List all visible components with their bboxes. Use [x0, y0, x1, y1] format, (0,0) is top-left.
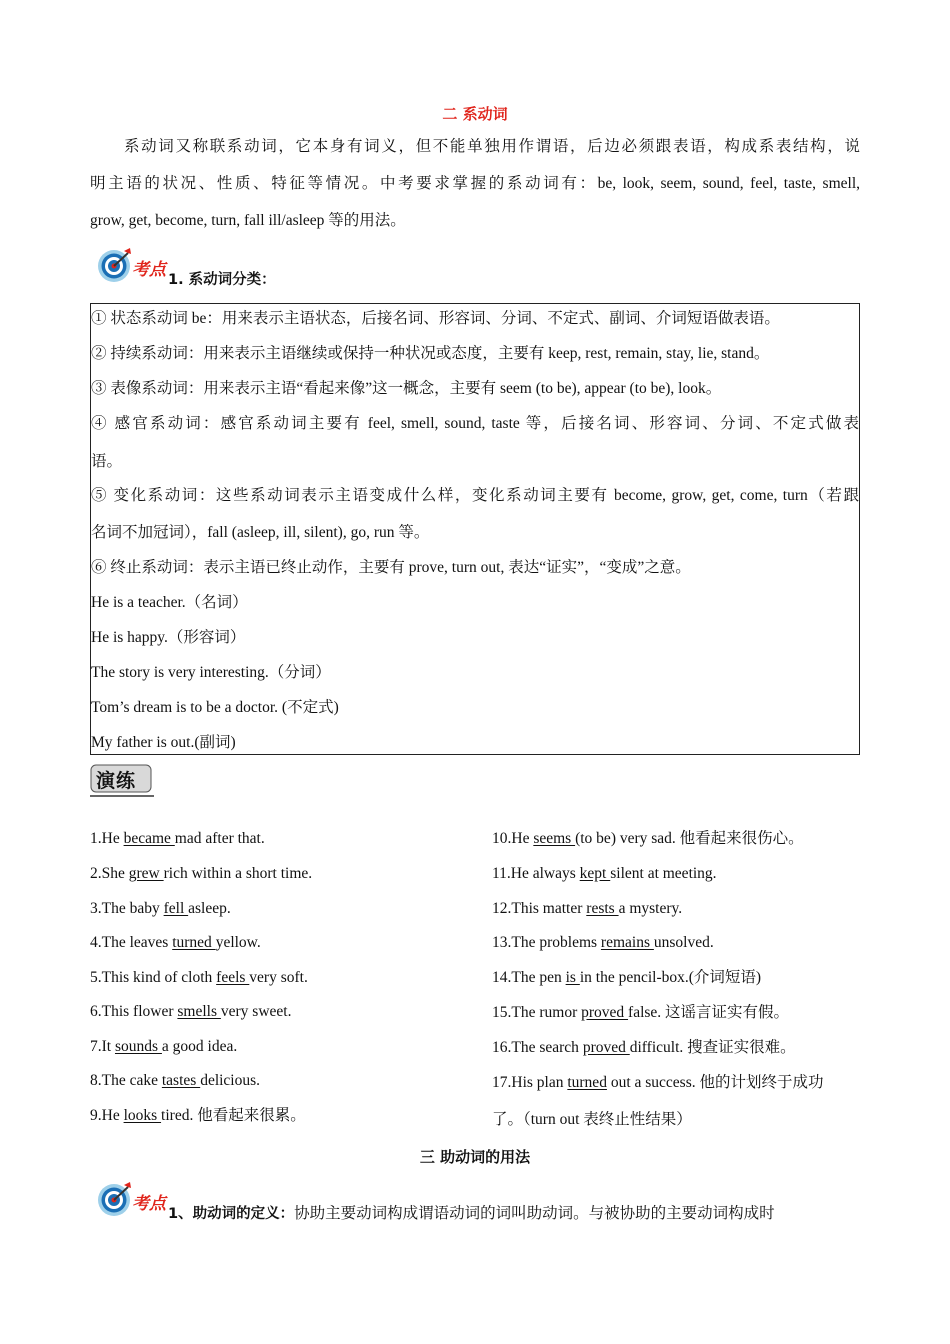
- example-item: 11.He always kept silent at meeting.: [492, 865, 717, 882]
- example-item: 14.The pen is in the pencil-box.(介词短语): [492, 969, 762, 986]
- kaodian-badge: [96, 246, 168, 286]
- example-item-continuation: 了。（turn out 表终止性结果）: [492, 1111, 692, 1128]
- box-line: He is a teacher.（名词）: [91, 594, 248, 611]
- box-line: Tom’s dream is to be a doctor. (不定式): [91, 699, 339, 716]
- box-line: ③ 表像系动词：用来表示主语“看起来像”这一概念，主要有 seem (to be), appear (to be), look。: [91, 380, 722, 397]
- example-item: 12.This matter rests a mystery.: [492, 900, 683, 917]
- example-item: 6.This flower smells very sweet.: [90, 1003, 292, 1020]
- example-item: 4.The leaves turned yellow.: [90, 934, 261, 951]
- example-item: 5.This kind of cloth feels very soft.: [90, 969, 308, 986]
- classification-box: [90, 303, 860, 755]
- example-item: 15.The rumor proved false. 这谣言证实有假。: [492, 1004, 790, 1021]
- box-line: 名词不加冠词），fall (asleep, ill, silent), go, run 等。: [91, 524, 430, 541]
- box-line: ④ 感官系动词：感官系动词主要有 feel, smell, sound, taste 等，后接名词、形容词、分词、不定式做表: [91, 415, 859, 432]
- practice-label: 演练: [96, 770, 137, 792]
- example-item: 9.He looks tired. 他看起来很累。: [90, 1107, 306, 1124]
- example-item: 2.She grew rich within a short time.: [90, 865, 313, 882]
- example-item: 13.The problems remains unsolved.: [492, 934, 714, 951]
- box-line: ⑥ 终止系动词：表示主语已终止动作，主要有 prove, turn out, 表达“证实”，“变成”之意。: [91, 559, 691, 576]
- kaodian-label: 考点: [132, 1194, 166, 1214]
- box-line: ② 持续系动词：用来表示主语继续或保持一种状况或态度，主要有 keep, rest, remain, stay, lie, stand。: [91, 345, 770, 362]
- box-line: ⑤ 变化系动词：这些系动词表示主语变成什么样，变化系动词主要有 become, grow, get, come, turn（若跟: [91, 487, 859, 504]
- kaodian-badge: [96, 1180, 168, 1220]
- section-title: 二 系动词: [442, 105, 508, 123]
- auxiliary-definition: 1、助动词的定义：协助主要动词构成谓语动词的词叫助动词。与被协助的主要动词构成时: [168, 1205, 775, 1222]
- intro-line-1: 系动词又称联系动词，它本身有词义，但不能单独用作谓语，后边必须跟表语，构成系表结构，说: [124, 138, 860, 155]
- section-title: 三 助动词的用法: [419, 1148, 531, 1166]
- box-line: My father is out.(副词): [91, 734, 236, 751]
- example-item: 3.The baby fell asleep.: [90, 900, 231, 917]
- box-line: ① 状态系动词 be：用来表示主语状态，后接名词、形容词、分词、不定式、副词、介词短语做表语。: [91, 310, 780, 327]
- kaodian-heading: 1. 系动词分类：: [168, 272, 276, 288]
- intro-line-3: grow, get, become, turn, fall ill/asleep 等的用法。: [90, 212, 406, 229]
- box-line: The story is very interesting.（分词）: [91, 664, 331, 681]
- box-line: 语。: [91, 453, 123, 470]
- example-item: 7.It sounds a good idea.: [90, 1038, 238, 1055]
- example-item: 17.His plan turned out a success. 他的计划终于成功: [492, 1074, 824, 1091]
- practice-badge: [90, 762, 154, 798]
- intro-line-2: 明主语的状况、性质、特征等情况。中考要求掌握的系动词有：be, look, seem, sound, feel, taste, smell,: [90, 175, 860, 192]
- kaodian-label: 考点: [132, 260, 166, 280]
- example-item: 16.The search proved difficult. 搜查证实很难。: [492, 1039, 796, 1056]
- example-item: 10.He seems (to be) very sad. 他看起来很伤心。: [492, 830, 804, 847]
- example-item: 1.He became mad after that.: [90, 830, 265, 847]
- example-item: 8.The cake tastes delicious.: [90, 1072, 261, 1089]
- box-line: He is happy.（形容词）: [91, 629, 246, 646]
